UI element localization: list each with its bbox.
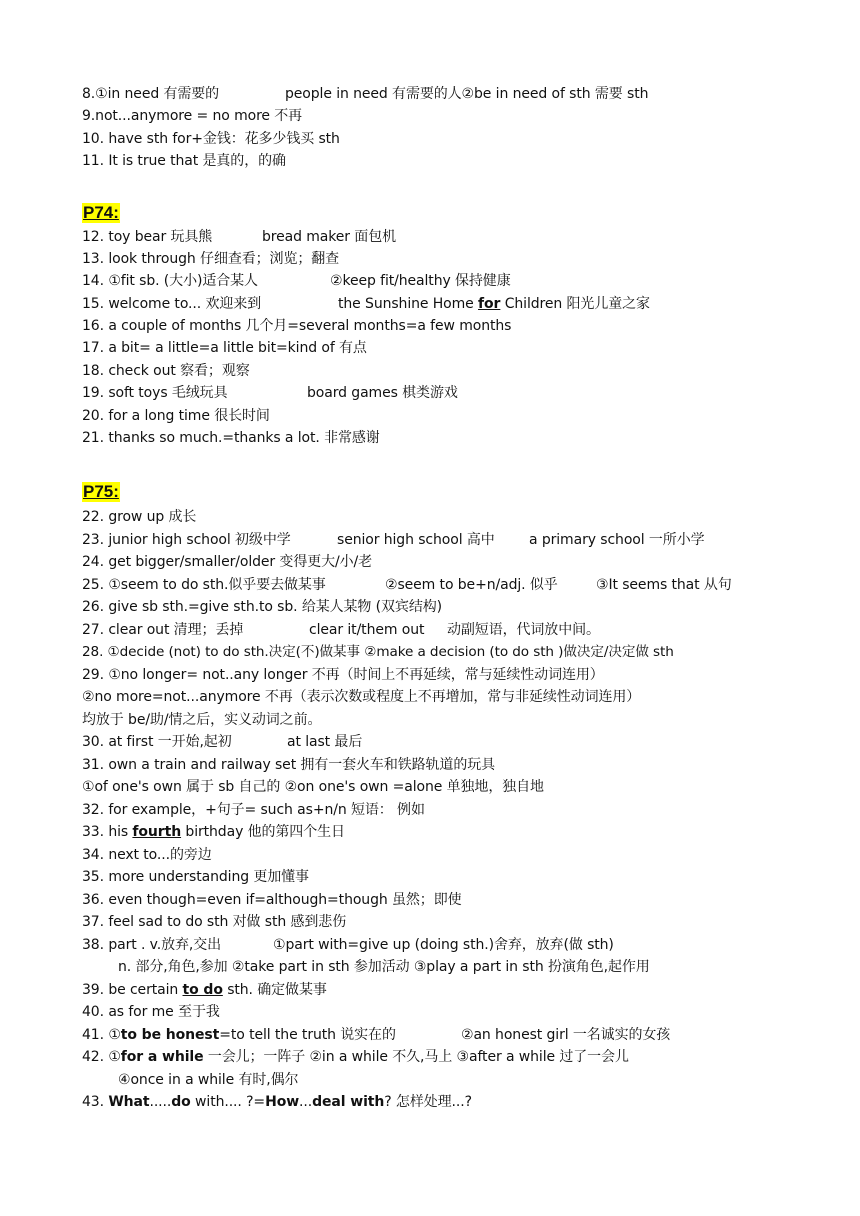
item-41-b: ②an honest girl 一名诚实的女孩: [461, 1027, 671, 1043]
item-31-b: ①of one's own 属于 sb 自己的 ②on one's own =alone 单独地，独自地: [82, 779, 544, 795]
item-30: 30. at first 一开始,起初: [82, 734, 232, 750]
text: 一会儿；一阵子 ②in a while 不久,马上 ③after a while 过了一会儿: [203, 1049, 629, 1065]
item-17: 17. a bit= a little=a little bit=kind of 有点: [82, 340, 367, 356]
text: with.... ?=: [190, 1094, 266, 1110]
item-38-b: ①part with=give up (doing sth.)舍弃，放弃(做 sth): [273, 937, 614, 953]
section-heading-p75: P75:: [83, 482, 119, 501]
text: 41. ①: [82, 1027, 121, 1043]
emphasis: for: [478, 296, 501, 312]
item-20: 20. for a long time 很长时间: [82, 408, 270, 424]
item-12-b: bread maker 面包机: [262, 229, 397, 245]
text: ? 怎样处理...?: [384, 1094, 472, 1110]
item-18: 18. check out 察看；观察: [82, 363, 250, 379]
item-24: 24. get bigger/smaller/older 变得更大/小/老: [82, 554, 373, 570]
item-27-c: 动副短语，代词放中间。: [447, 622, 600, 638]
item-27: 27. clear out 清理；丢掉: [82, 622, 244, 638]
item-31: 31. own a train and railway set 拥有一套火车和铁路轨道的玩具: [82, 757, 496, 773]
item-text: ①in need 有需要的: [95, 86, 220, 102]
item-number: 8.: [82, 86, 96, 102]
item-13: 13. look through 仔细查看；浏览；翻查: [82, 251, 340, 267]
item-text: It is true that 是真的，的确: [108, 153, 286, 169]
item-37: 37. feel sad to do sth 对做 sth 感到悲伤: [82, 914, 347, 930]
item-26: 26. give sb sth.=give sth.to sb. 给某人某物 (双宾结构): [82, 599, 442, 615]
emphasis: do: [171, 1094, 191, 1110]
item-23-b: senior high school 高中: [337, 532, 495, 548]
item-16: 16. a couple of months 几个月=several months=a few months: [82, 318, 512, 334]
item-36: 36. even though=even if=although=though 虽然；即使: [82, 892, 462, 908]
item-29: 29. ①no longer= not..any longer 不再（时间上不再延续，常与延续性动词连用）: [82, 667, 604, 683]
item-15-b: [338, 295, 650, 313]
item-25: 25. ①seem to do sth.似乎要去做某事: [82, 577, 326, 593]
item-27-b: clear it/them out: [309, 622, 425, 638]
item-15: 15. welcome to... 欢迎来到: [82, 296, 262, 312]
item-number: 11.: [82, 153, 104, 169]
item-30-b: at last 最后: [287, 734, 363, 750]
item-9: [82, 107, 302, 125]
item-21: 21. thanks so much.=thanks a lot. 非常感谢: [82, 430, 380, 446]
item-41: [82, 1026, 396, 1044]
item-23: 23. junior high school 初级中学: [82, 532, 291, 548]
emphasis: fourth: [132, 824, 182, 840]
item-19-b: board games 棋类游戏: [307, 385, 458, 401]
emphasis: to do: [182, 982, 223, 998]
text: 42. ①: [82, 1049, 121, 1065]
text: birthday 他的第四个生日: [181, 824, 345, 840]
text: =to tell the truth 说实在的: [219, 1027, 396, 1043]
item-42: [82, 1048, 629, 1066]
emphasis: What: [108, 1094, 150, 1110]
item-43: [82, 1093, 472, 1111]
item-19: 19. soft toys 毛绒玩具: [82, 385, 228, 401]
item-32: 32. for example，+句子= such as+n/n 短语： 例如: [82, 802, 425, 818]
item-text: have sth for+金钱：花多少钱买 sth: [108, 131, 340, 147]
item-28: 28. ①decide (not) to do sth.决定(不)做某事 ②make a decision (to do sth )做决定/决定做 sth: [82, 644, 674, 660]
emphasis: for a while: [120, 1049, 204, 1065]
text: 39. be certain: [82, 982, 183, 998]
item-22: 22. grow up 成长: [82, 509, 197, 525]
item-39: [82, 981, 327, 999]
emphasis: How: [265, 1094, 300, 1110]
item-8-continued: people in need 有需要的人②be in need of sth 需要 sth: [285, 86, 649, 102]
item-25-b: ②seem to be+n/adj. 似乎: [385, 577, 558, 593]
text: 33. his: [82, 824, 133, 840]
item-29-b: ②no more=not...anymore 不再（表示次数或程度上不再增加，常与非延续性动词连用）: [82, 689, 641, 705]
item-number: 9.: [82, 108, 96, 124]
text: .....: [149, 1094, 172, 1110]
text: the Sunshine Home: [338, 296, 479, 312]
item-38: 38. part . v.放弃,交出: [82, 937, 222, 953]
text: ...: [299, 1094, 313, 1110]
item-text: not...anymore = no more 不再: [95, 108, 303, 124]
item-8: [82, 85, 219, 103]
item-14: 14. ①fit sb. (大小)适合某人: [82, 273, 258, 289]
text: Children 阳光儿童之家: [500, 296, 650, 312]
item-10: [82, 130, 340, 148]
text: 43.: [82, 1094, 109, 1110]
text: sth. 确定做某事: [222, 982, 327, 998]
item-12: 12. toy bear 玩具熊: [82, 229, 213, 245]
item-35: 35. more understanding 更加懂事: [82, 869, 309, 885]
item-38-c: n. 部分,角色,参加 ②take part in sth 参加活动 ③play a part in sth 扮演角色,起作用: [118, 959, 650, 975]
item-11: [82, 152, 286, 170]
emphasis: deal with: [312, 1094, 385, 1110]
item-25-c: ③It seems that 从句: [596, 577, 732, 593]
item-42-b: ④once in a while 有时,偶尔: [118, 1072, 299, 1088]
item-23-c: a primary school 一所小学: [529, 532, 705, 548]
item-14-b: ②keep fit/healthy 保持健康: [330, 273, 511, 289]
item-number: 10.: [82, 131, 104, 147]
section-heading-p74: P74:: [83, 203, 119, 222]
item-29-c: 均放于 be/助/情之后，实义动词之前。: [82, 712, 322, 728]
emphasis: to be honest: [120, 1027, 220, 1043]
item-33: [82, 823, 345, 841]
item-40: 40. as for me 至于我: [82, 1004, 220, 1020]
item-34: 34. next to...的旁边: [82, 847, 212, 863]
